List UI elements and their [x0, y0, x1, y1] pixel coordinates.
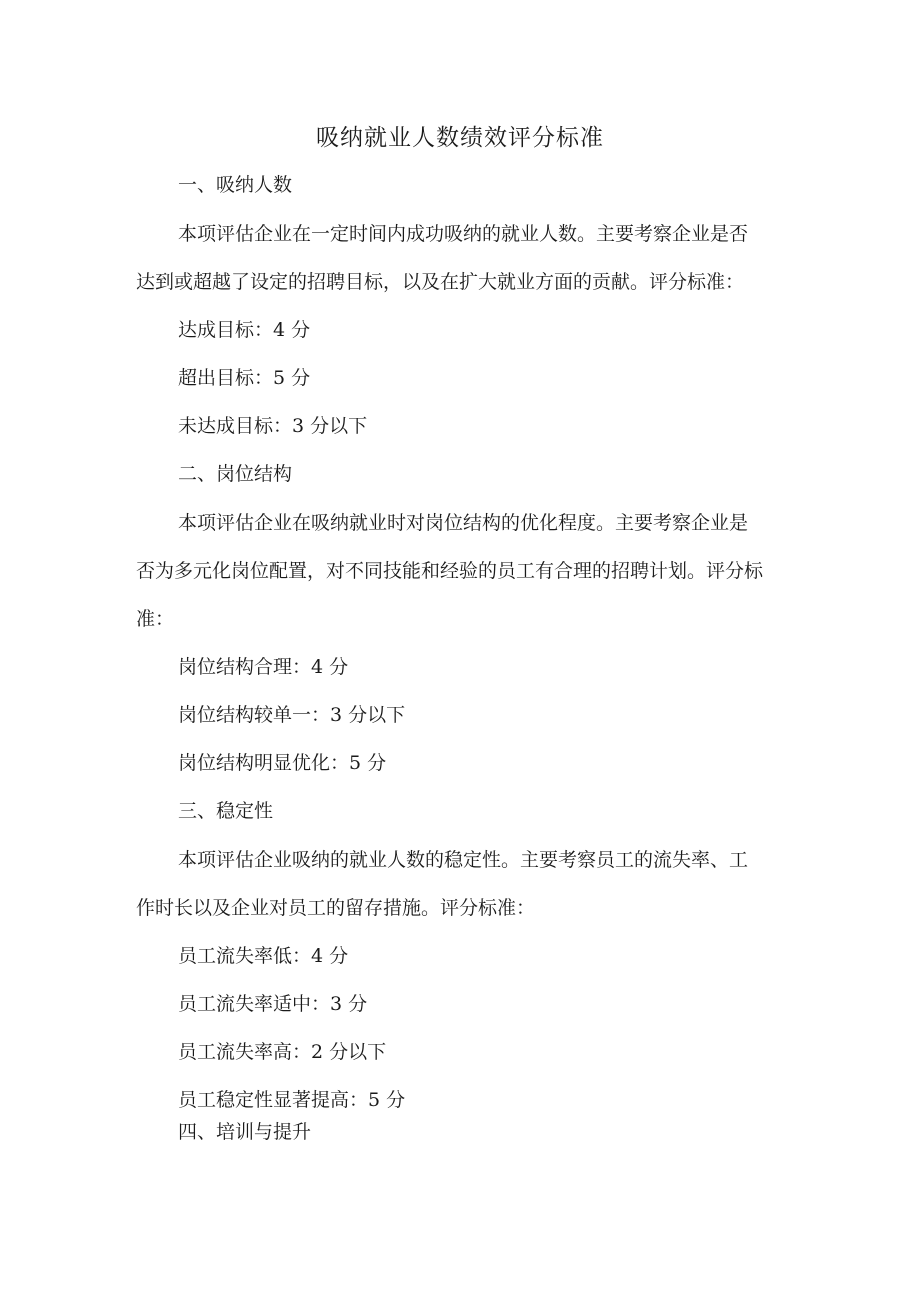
paragraph-line: 本项评估企业在一定时间内成功吸纳的就业人数。主要考察企业是否 — [178, 223, 749, 245]
criterion-item: 岗位结构明显优化：5 分 — [178, 752, 387, 774]
section-heading: 四、培训与提升 — [178, 1121, 312, 1143]
section-heading: 三、稳定性 — [178, 800, 274, 822]
criterion-item: 岗位结构合理：4 分 — [178, 656, 349, 678]
paragraph-line: 准： — [136, 608, 175, 630]
criterion-item: 未达成目标：3 分以下 — [178, 415, 368, 437]
paragraph-line: 本项评估企业吸纳的就业人数的稳定性。主要考察员工的流失率、工 — [178, 849, 749, 871]
criterion-item: 超出目标：5 分 — [178, 367, 311, 389]
criterion-item: 员工流失率低：4 分 — [178, 945, 349, 967]
section-heading: 二、岗位结构 — [178, 463, 293, 485]
document-title: 吸纳就业人数绩效评分标准 — [316, 125, 604, 151]
criterion-item: 员工稳定性显著提高：5 分 — [178, 1089, 406, 1111]
section-heading: 一、吸纳人数 — [178, 174, 293, 196]
paragraph-line: 本项评估企业在吸纳就业时对岗位结构的优化程度。主要考察企业是 — [178, 512, 749, 534]
criterion-item: 达成目标：4 分 — [178, 319, 311, 341]
criterion-item: 员工流失率高：2 分以下 — [178, 1041, 387, 1063]
criterion-item: 岗位结构较单一：3 分以下 — [178, 704, 406, 726]
criterion-item: 员工流失率适中：3 分 — [178, 993, 368, 1015]
paragraph-line: 否为多元化岗位配置，对不同技能和经验的员工有合理的招聘计划。评分标 — [136, 560, 764, 582]
paragraph-line: 达到或超越了设定的招聘目标，以及在扩大就业方面的贡献。评分标准： — [136, 271, 745, 293]
paragraph-line: 作时长以及企业对员工的留存措施。评分标准： — [136, 897, 536, 919]
